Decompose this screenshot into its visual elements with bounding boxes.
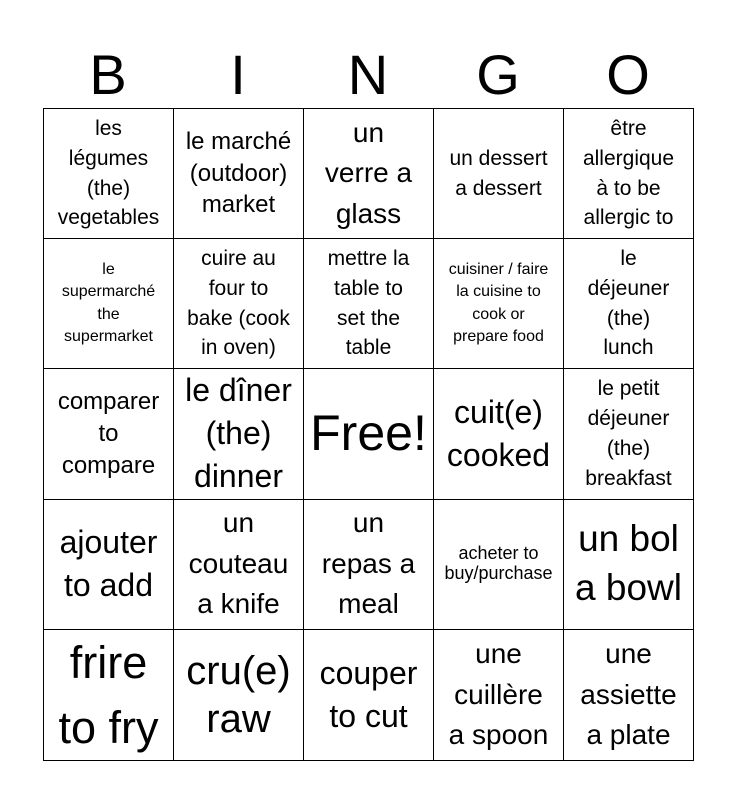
cell-text: le petit déjeuner (the) breakfast	[585, 377, 672, 490]
cell-text: un repas a meal	[321, 507, 416, 620]
cell-text: un couteau a knife	[188, 507, 289, 620]
free-space: Free!	[310, 405, 427, 462]
cell-text: mettre la table to set the table	[327, 246, 410, 360]
bingo-cell	[564, 109, 694, 239]
cell-text: cru(e) raw	[186, 648, 291, 741]
bingo-cell	[434, 109, 564, 239]
cell-text: une cuillère a spoon	[448, 637, 549, 751]
cell-text: couper to cut	[319, 654, 418, 734]
bingo-board	[43, 108, 694, 761]
bingo-cell	[304, 369, 434, 500]
bingo-cell	[564, 369, 694, 500]
bingo-cell	[434, 499, 564, 629]
bingo-cell	[304, 629, 434, 761]
bingo-cell	[434, 369, 564, 500]
cell-text: un verre a glass	[324, 116, 413, 229]
bingo-cell	[44, 369, 174, 500]
cell-text: cuit(e) cooked	[446, 393, 551, 473]
board-row	[44, 239, 694, 369]
cell-text: le déjeuner (the) lunch	[587, 246, 670, 360]
bingo-cell	[304, 499, 434, 629]
cell-text: le dîner (the) dinner	[185, 372, 292, 495]
board-row	[44, 109, 694, 239]
cell-text: cuisiner / faire la cuisine to cook or prepare food	[448, 260, 549, 345]
board-row	[44, 499, 694, 629]
cell-text: un bol a bowl	[575, 518, 682, 609]
bingo-cell	[44, 239, 174, 369]
header-letter-g: G	[476, 43, 520, 106]
bingo-cell	[174, 629, 304, 761]
bingo-cell	[304, 109, 434, 239]
cell-text: comparer to compare	[57, 388, 160, 479]
cell-text: cuire au four to bake (cook in oven)	[187, 246, 290, 360]
cell-text: frire to fry	[58, 636, 159, 753]
cell-text: un dessert a dessert	[449, 146, 548, 200]
bingo-cell	[304, 239, 434, 369]
board-row	[44, 629, 694, 761]
bingo-cell	[174, 369, 304, 500]
bingo-header	[43, 42, 693, 108]
bingo-cell	[434, 239, 564, 369]
header-letter-b: B	[89, 43, 127, 106]
bingo-cell	[44, 499, 174, 629]
cell-text: une assiette a plate	[580, 637, 677, 751]
board-row	[44, 369, 694, 500]
header-letter-o: O	[606, 43, 650, 106]
cell-text: le marché (outdoor) market	[185, 127, 292, 219]
bingo-cell	[564, 239, 694, 369]
bingo-cell	[44, 109, 174, 239]
header-letter-i: I	[230, 43, 246, 106]
bingo-cell	[564, 629, 694, 761]
cell-text: acheter to buy/purchase	[444, 543, 553, 584]
header-letter-n: N	[347, 43, 389, 106]
bingo-cell	[174, 239, 304, 369]
cell-text: ajouter to add	[59, 523, 158, 604]
cell-text: être allergique à to be allergic to	[582, 116, 675, 230]
bingo-cell	[434, 629, 564, 761]
bingo-cell	[564, 499, 694, 629]
cell-text: les légumes (the) vegetables	[57, 116, 160, 230]
bingo-cell	[174, 109, 304, 239]
bingo-cell	[174, 499, 304, 629]
cell-text: le supermarché the supermarket	[61, 260, 156, 345]
bingo-cell	[44, 629, 174, 761]
